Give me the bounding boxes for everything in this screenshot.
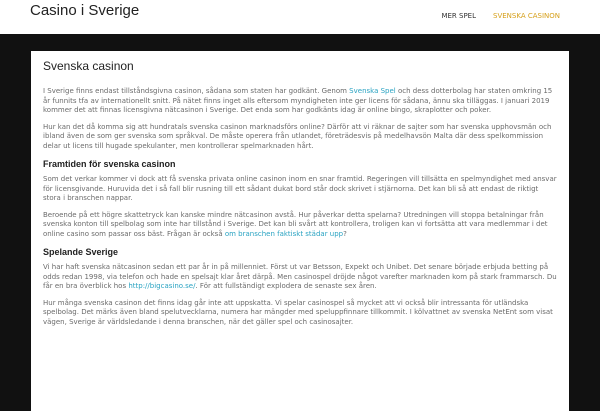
article-paragraph-3: Som det verkar kommer vi dock att få svenska privata online casinon inom en snar framtid. Regeringen vill tillsätta en spelmyndighet med ansvar för licensgivande. Huruvida det i så fall blir rusning till ett sådant dukat bord står dock skrivet i stjärnorna. Det kan bli så att endast de riktigt stora i branschen nappar. bbox=[43, 175, 557, 202]
article-content bbox=[31, 51, 569, 411]
branschen-link[interactable]: om branschen faktiskt städar upp bbox=[224, 229, 344, 238]
paragraph-text: Beroende på ett högre skattetryck kan kanske mindre nätcasinon avstå. Hur påverkar detta spelarna? Utredningen vill stoppa betalningar från svenska konton till spelbolag som inte har tillstånd i Sverige. Det kan bli svårt att kontrollera, troligen kan vi fortsätta att vara medlemmar i det online casino som passar oss bäst. Frågan är också bbox=[43, 210, 548, 238]
paragraph-text: I Sverige finns endast tillståndsgivna casinon, sådana som staten har godkänt. Genom bbox=[43, 87, 350, 95]
paragraph-text: . För att fullständigt explodera de senaste sex åren. bbox=[195, 282, 377, 290]
article-paragraph-1 bbox=[43, 87, 557, 116]
svenska-spel-link[interactable]: Svenska Spel bbox=[349, 87, 396, 95]
article-paragraph-6: Hur många svenska casinon det finns idag går inte att uppskatta. Vi spelar casinospel så mycket att vi också blir intressanta för utländska spelbolag. Det märks även bland spelutvecklarna, numera har mängder med speluppfinnare tillkommit. I kölvattnet av svenska NetEnt som visat vägen, Sverige är världsledande i denna branschen, när det gäller spel och casinosajter. bbox=[43, 298, 553, 326]
page-title: Svenska casinon bbox=[43, 59, 134, 73]
section-heading-spelande: Spelande Sverige bbox=[43, 247, 119, 257]
article-paragraph-4 bbox=[43, 211, 557, 240]
bigcasino-link[interactable]: http://bigcasino.se/ bbox=[128, 282, 196, 290]
site-title[interactable]: Casino i Sverige bbox=[30, 2, 140, 19]
article-paragraph-5 bbox=[43, 263, 557, 292]
site-header bbox=[0, 0, 600, 34]
paragraph-text: ? bbox=[343, 229, 347, 238]
section-heading-framtiden: Framtiden för svenska casinon bbox=[43, 159, 176, 169]
main-nav bbox=[441, 12, 560, 20]
nav-item-svenska-casinon[interactable]: SVENSKA CASINON bbox=[493, 12, 560, 20]
paragraph-text: Vi har haft svenska nätcasinon sedan ett par år in på millenniet. Först ut var Betsson, Expekt och Unibet. Det senare började erbjuda betting på odds redan 1998, via telefon och hade en spelsajt klar året därpå. Men casinospel dröjde något varefter marknaden kom på stark frammarsch. Du får en bra överblick hos bbox=[43, 263, 557, 290]
nav-item-mer-spel[interactable]: MER SPEL bbox=[441, 12, 477, 20]
article-paragraph-2: Hur kan det då komma sig att hundratals svenska casinon marknadsförs online? Därför att vi räknar de sajter som har svenska upphovsmän och ibland även de som ger svenska som språkval. De måste operera från utlandet, företrädesvis på medelhavsön Malta där dess spelkommission delar ut licens till hugade spekulanter, men kontrollerar spelmarknaden hårt. bbox=[43, 122, 552, 150]
paragraph-text: och dess dotterbolag har staten omkring 15 år funnits tfa av internationellt snitt. På nätet finns inget alls eftersom myndigheten inte ger licens för sådana, ännu ska tilläggas. I januari 2019 kommer det att finnas licensgivna nätcasinon i Sverige. Det enda som har godkänts idag är online bingo, skraplotter och poker. bbox=[43, 87, 553, 114]
